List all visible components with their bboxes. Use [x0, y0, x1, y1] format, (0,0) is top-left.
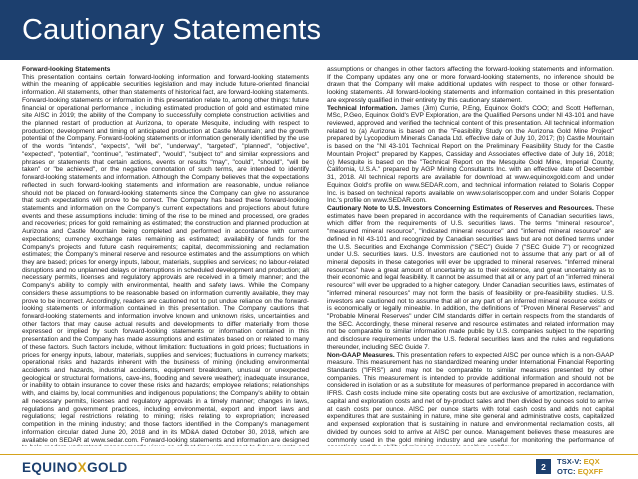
- otcqx-label: OTC:: [557, 466, 576, 476]
- us-investors-heading: Cautionary Note to U.S. Investors Concerning Estimates of Reserves and Resources.: [327, 204, 594, 212]
- logo-x-mark: X: [77, 459, 88, 475]
- assumptions-text: assumptions or changes in other factors affecting the forward-looking statements and information. If the Company updates any one or more forward-looking statements, no inference should be drawn that the Company will make additional updates with respect to those or other forward-looking statements. All forward-looking statements and information contained in this presentation are expressly qualified in their entirety by this cautionary statement.: [327, 66, 614, 104]
- technical-information-paragraph: [327, 105, 614, 205]
- tsxv-ticker: [557, 457, 621, 467]
- footer-divider: [0, 454, 638, 455]
- stock-tickers: [557, 457, 621, 477]
- content-columns: [22, 66, 614, 446]
- us-investors-paragraph: [327, 205, 614, 352]
- technical-information-text: James (Jim) Currie, P.Eng, Equinox Gold's COO; and Scott Heffernan, MSc, P.Geo, Equinox Gold's EVP Exploration, are the Qualified Persons under NI 43-101 and have reviewed, approved and verified the technical content of this presentation. All technical information related to (a) Aurizona is based on the "Feasibility Study on the Aurizona Gold Mine Project" prepared by Lycopodium Minerals Canada Ltd. effective date of July 10, 2017; (b) Castle Mountain is based on the "NI 43-101 Technical Report on the Preliminary Feasibility Study for the Castle Mountain Project" prepared by Kappes, Cassiday and Associates effective date of July 16, 2018; (c) Mesquite is based on the "Technical Report on the Mesquite Gold Mine, Imperial County, California, U.S.A." prepared by AGP Mining Consultants Inc. with an effective date of December 31, 2018. All technical reports are available for download at www.equinoxgold.com and under Equinox Gold's profile on www.SEDAR.com, and technical information related to Solaris Copper Inc. is based on technical reports available on www.solariscopper.com and under Solaris Copper Inc.'s profile on www.SEDAR.com.: [327, 104, 614, 205]
- tsxv-label: TSX-V:: [557, 457, 582, 466]
- tsxv-symbol: EQX: [583, 457, 600, 466]
- otcqx-symbol: EQXFF: [577, 466, 604, 476]
- technical-information-heading: Technical Information.: [327, 104, 398, 112]
- left-column: [22, 66, 309, 446]
- forward-looking-heading: Forward-looking Statements: [22, 66, 111, 73]
- non-gaap-heading: Non-GAAP Measures.: [327, 351, 395, 359]
- forward-looking-body: This presentation contains certain forward-looking information and forward-looking statements within the meaning of applicable securities legislation and may include future-oriented financial information. All statements, other than statements of historical fact, are forward-looking statements. Forward-looking statements or information in this presentation relate to, among other things: future financial or operational performance , including estimated production of gold and estimated mine site AISC in 2019; the ability of the Company to successfully complete construction activities and the planned restart of production at Aurizona, to operate Mesquite, including with respect to production; development and timing of anticipated production at Castle Mountain; and the growth potential of the Company. Forward-looking statements or information generally identified by the use of the words "intends", "expects", "will be", "underway", "targeted", "planned", "objective", "expected", "potential", "continue", "estimated", "would", "subject to" and similar expressions and phrases or statements that certain actions, events or results "may", "could", "should", "will be taken" or "be achieved", or the negative connotation of such terms, are intended to identify forward-looking statements and information. Although the Company believes that the expectations reflected in such forward-looking statements and information are reasonable, undue reliance should not be placed on forward-looking statements since the Company can give no assurance that such expectations will prove to be correct. The Company has based these forward-looking statements and information on the Company's current expectations and projections about future events and these assumptions include: timing of the rise to be mined and processed, ore grades and recoveries; prices for gold remaining as estimated; the construction and planned production at Aurizona and Castle Mountain being completed and performed in accordance with current expectations; currency exchange rates remaining as estimated; availability of funds for the Company's projects and future cash requirements; capital, decommissioning and reclamation estimates; the Company's mineral reserve and resource estimates and the assumptions on which they are based; prices for energy inputs, labour, materials, supplies and services; no labour-related disruptions and no unplanned delays or interruptions in scheduled development and production; all necessary permits, licenses and regulatory approvals are received in a timely manner; and the Company's ability to comply with environmental, health and safety laws. While the Company considers these assumptions to be reasonable based on information currently available, they may prove to be incorrect. Accordingly, readers are cautioned not to put undue reliance on the forward-looking statements or information contained in this presentation. The Company cautions that forward-looking statements and information involve known and unknown risks, uncertainties and other factors that may cause actual results and developments to differ materially from those expressed or implied by such forward-looking statements or information contained in this presentation and the Company has made assumptions and estimates based on or related to many of these factors. Such factors include, without limitation: fluctuations in gold prices; fluctuations in prices for energy inputs, labour, materials, supplies and services; fluctuations in currency markets; operational risks and hazards inherent with the business of mining (including environmental accidents and hazards, industrial accidents, equipment breakdown, unusual or unexpected geological or structural formations, cave-ins, flooding and severe weather); inadequate insurance, or inability to obtain insurance to cover these risks and hazards; employee relations; relationships with, and claims by, local communities and indigenous populations; the Company's ability to obtain all necessary permits, licenses and regulatory approvals in a timely manner; changes in laws, regulations and government practices, including environmental, export and import laws and regulations; legal restrictions relating to mining; risks relating to expropriation; increased competition in the mining industry; and those factors identified in the Company's management information circular dated June 20, 2018 and in its MD&A dated October 30, 2018, which are available on SEDAR at www.sedar.com. Forward-looking statements and information are designed: [22, 73, 309, 444]
- forward-looking-paragraph: [22, 66, 309, 446]
- page-number-badge: 2: [536, 459, 551, 474]
- page-title: Cautionary Statements: [22, 14, 322, 46]
- title-bar: [0, 0, 638, 60]
- equinox-gold-logo: [22, 459, 128, 475]
- us-investors-text: These estimates have been prepared in accordance with the requirements of Canadian securities laws, which differ from the requirements of U.S. securities laws. The terms "mineral resource", "measured mineral resource", "indicated mineral resource" and "inferred mineral resource" are defined in NI 43-101 and recognized by Canadian securities laws but are not defined terms under the U.S. Securities and Exchange Commission ("SEC") Guide 7 ("SEC Guide 7") or recognized under U.S. securities laws. U.S. Investors are cautioned not to assume that any part or all of mineral deposits in these categories will ever be upgraded to mineral reserves. "Inferred mineral resources" have a great amount of uncertainty as to their existence, and great uncertainty as to their economic and legal feasibility. It cannot be assumed that all or any part of an "inferred mineral resource" will ever be upgraded to a higher category. Under Canadian securities laws, estimates of "inferred mineral resources" may not form the basis of feasibility or pre-feasibility studies. U.S. investors are cautioned not to assume that all or any part of an inferred mineral resource exists or is economically or legally mineable. In addition, the definitions of "Proven Mineral Reserves" and "Probable Mineral Reserves" under CIM standards differ in certain respects from the standards of the SEC. Accordingly, these mineral reserve and resource estimates and related information may not be comparable to similar information made public by U.S. companies subject to the reporting and disclosure requirements under the U.S. federal securities laws and the rules and regulations thereunder, including SEC Guide 7.: [327, 204, 614, 351]
- right-column: [327, 66, 614, 446]
- otcqx-ticker: [557, 467, 621, 477]
- non-gaap-paragraph: [327, 352, 614, 446]
- logo-text-part2: GOLD: [87, 459, 128, 475]
- assumptions-paragraph: [327, 66, 614, 105]
- logo-wordmark: [22, 460, 128, 475]
- logo-text-part1: EQUINO: [22, 459, 78, 475]
- non-gaap-text: This presentation refers to expected AISC per ounce which is a non-GAAP measure. This measurement has no standardized meaning under International Financial Reporting Standards ("IFRS") and may not be comparable to similar measures presented by other companies. This measurement is intended to provide additional information and should not be considered in isolation or as a substitute for measures of performance prepared in accordance with IFRS. Cash costs include mine site operating costs but are exclusive of amortization, reclamation, capital and exploration costs and net of by-product sales and then divided by ounces sold to arrive at cash costs per ounce. AISC per ounce starts with total cash costs and adds not capital expenditures that are sustaining in nature, mine site general and administrative costs, capitalized and expensed exploration that is sustaining in nature and environmental reclamation costs, all divided by ounces sold to arrive at AISC per ounce. Management believes these measures are commonly used in the gold mining industry and are useful for monitoring the performance of: [327, 351, 614, 444]
